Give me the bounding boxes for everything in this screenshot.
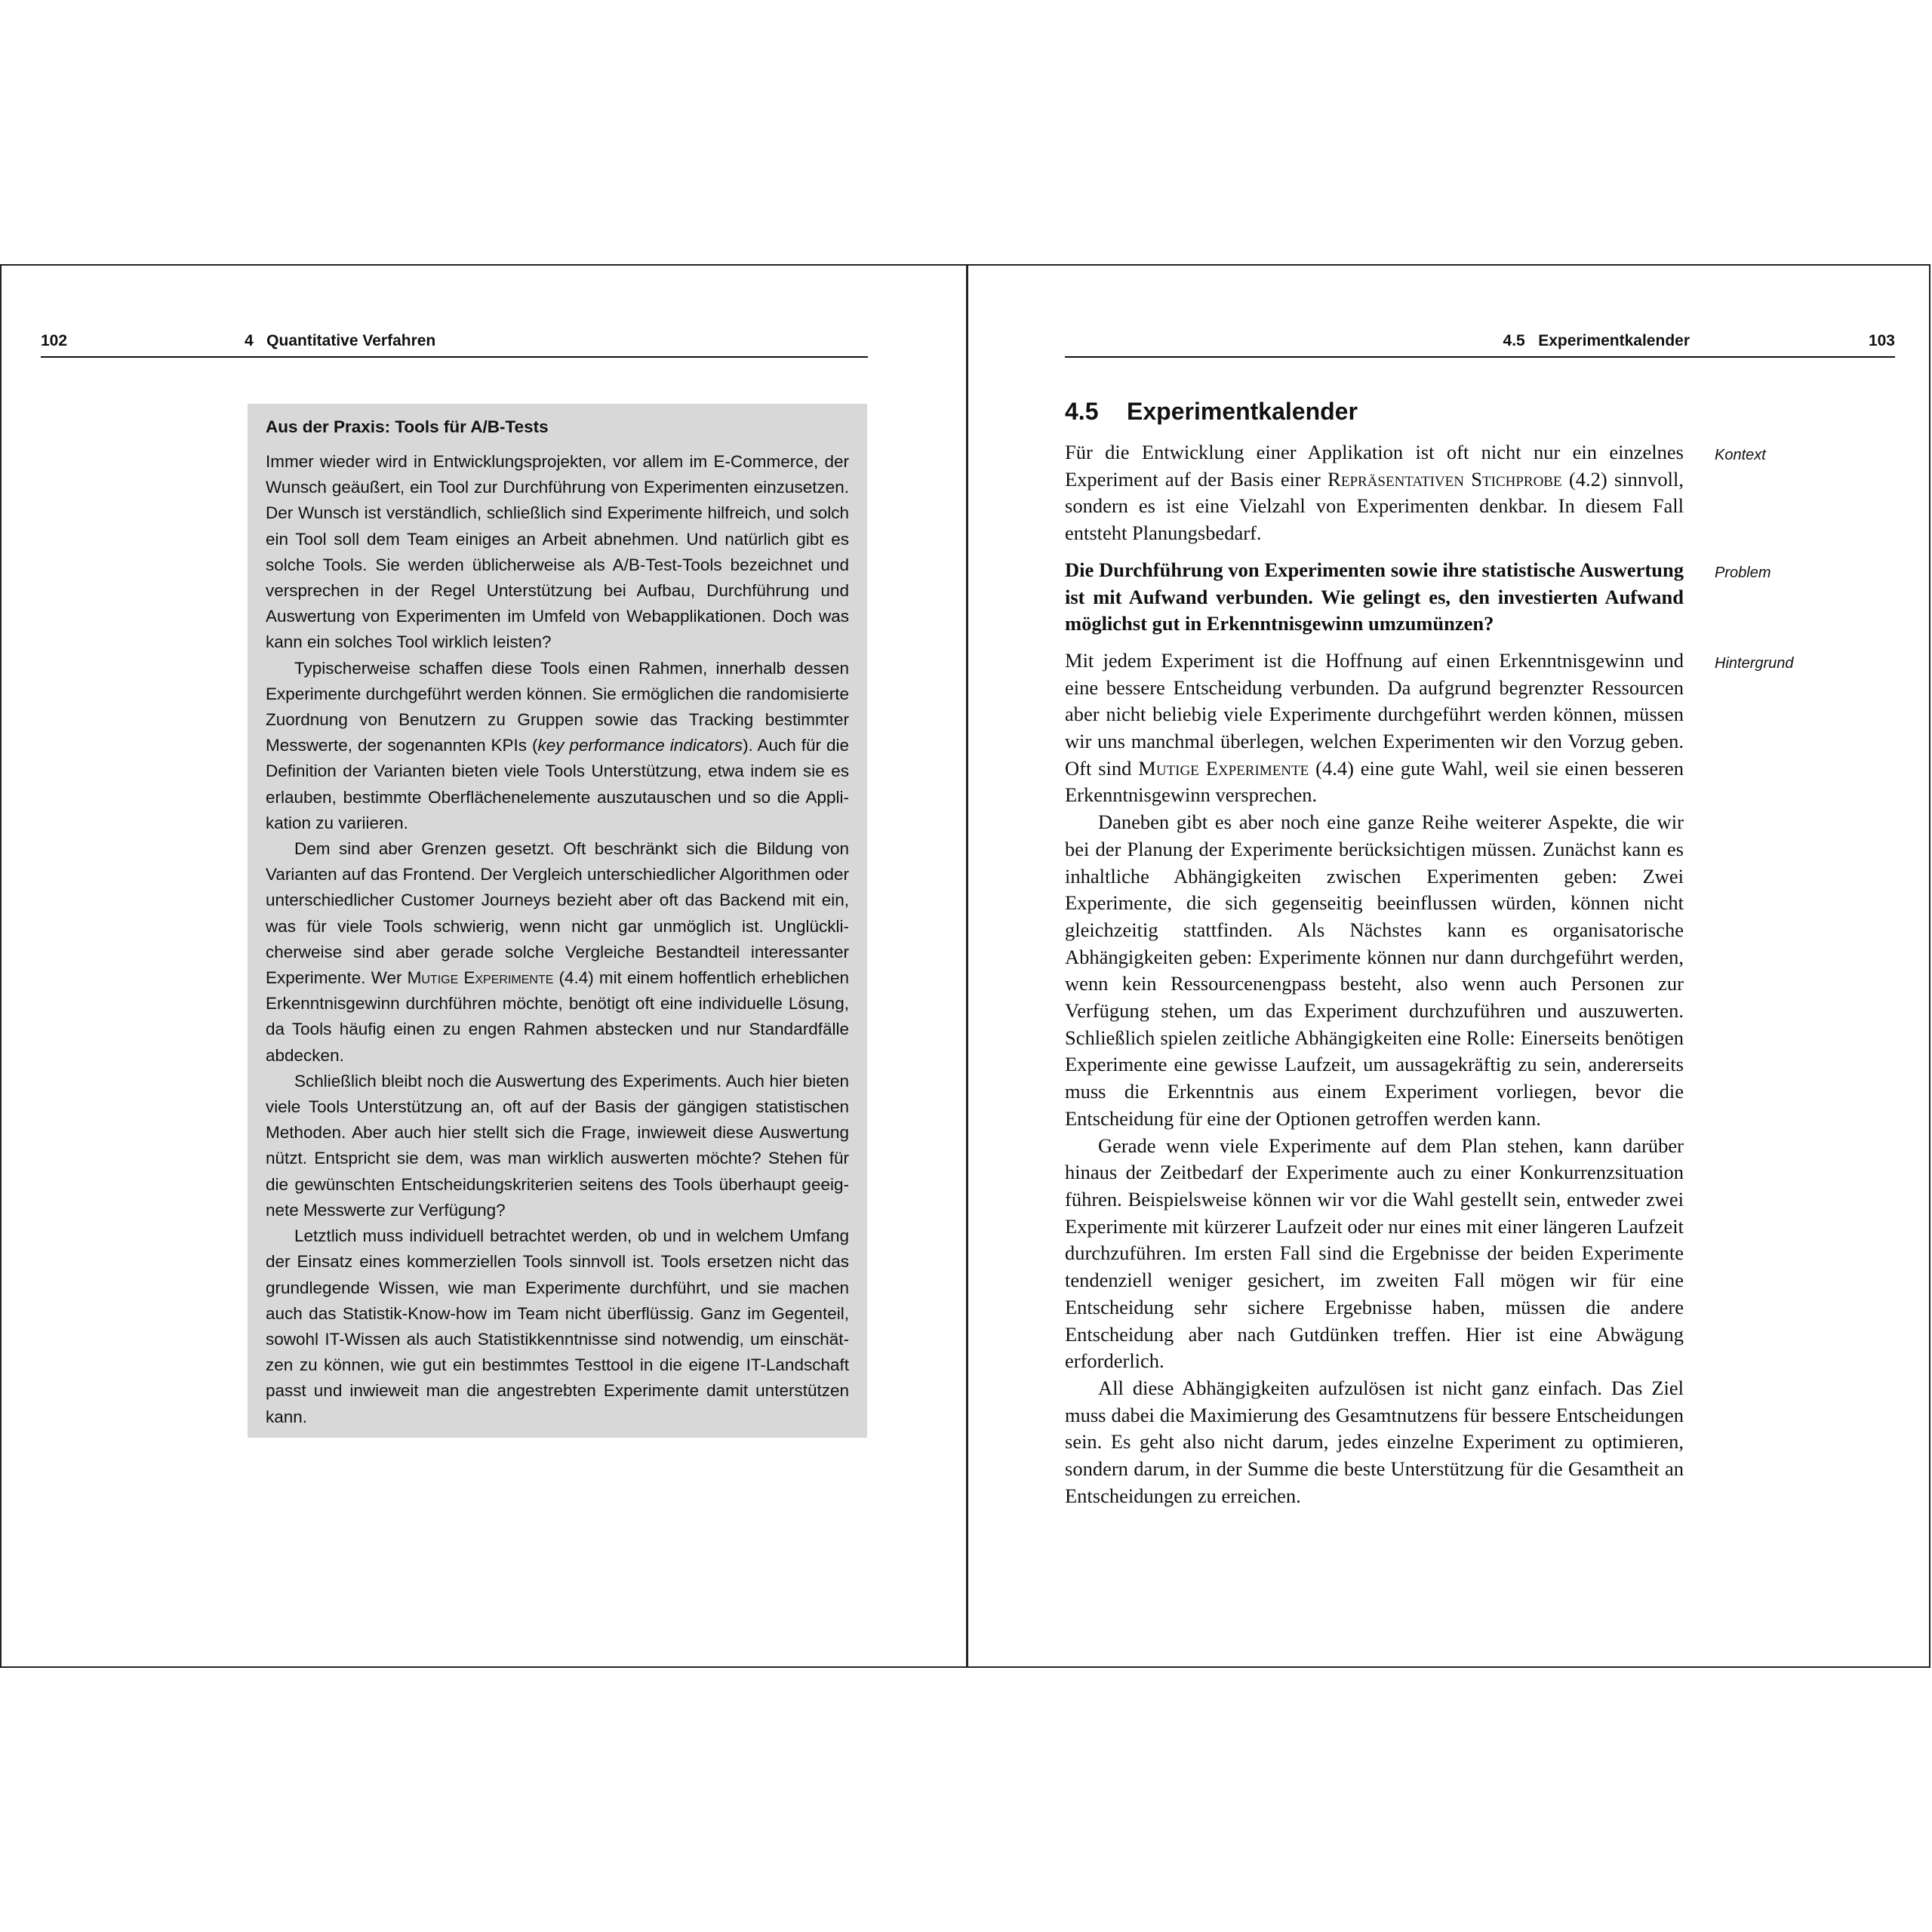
running-head-left [41,332,868,355]
left-page [2,266,966,1666]
chapter-title: 4 Quantitative Verfahren [245,332,436,349]
text-run: Typischerweise schaffen diese Tools einen Rahmen, innerhalb dessen Experimente durchgeführt werden können. Sie ermöglichen die randomisierte Zuordnung von Benutzern zu Gruppen sowie das Tracking bestimmter Messwerte, der sogenannten KPIs ( [266,658,849,755]
box-title: Aus der Praxis: Tools für A/B-Tests [266,417,549,436]
italic-term: key performance indicators [537,736,743,755]
box-paragraph: Schließlich bleibt noch die Auswertung des Experiments. Auch hier bieten viele Tools Unterstützung an, oft auf der Basis der gängigen statistischen Methoden. Aber auch hier stellt sich die Frage, inwieweit diese Auswertung nützt. Entspricht sie dem, was man wirklich auswerten möchte? Stehen für die gewünschten Entscheidungskriterien seitens des Tools überhaupt geeignete Messwerte zur Verfügung? [266,1071,849,1220]
practice-box [248,404,867,1438]
body-paragraph: Gerade wenn viele Experimente auf dem Plan stehen, kann darüber hinaus der Zeitbedarf der Experimente auch zu einer Konkurrenzsituation führen. Beispielsweise können wir vor die Wahl gestellt sein, entweder zwei Experimente mit kürzerer Laufzeit oder nur eines mit einer längeren Laufzeit durchzuführen. Im ersten Fall sind die Ergebnisse der beiden Experimente tendenziell weniger gesichert, im zweiten Fall mögen wir für eine Entscheidung sehr sichere Ergebnisse haben, müssen die andere Entscheidung aber nach Gutdünken treffen. Hier ist eine Abwägung erforderlich. [1065,1134,1684,1373]
body-paragraph: All diese Abhängigkeiten aufzulösen ist nicht ganz einfach. Das Ziel muss dabei die Maximierung des Gesamtnutzens für bessere Entscheidungen sein. Es geht also nicht darum, jedes einzelne Experiment zu optimieren, sondern darum, in der Summe die beste Unterstützung für die Gesamtheit an Entscheidungen zu erreichen. [1065,1376,1684,1507]
box-paragraph [266,836,849,1069]
text-run: Dem sind aber Grenzen gesetzt. Oft beschränkt sich die Bildung von Varianten auf das Frontend. Der Vergleich unterschiedlicher Algorithmen oder unterschiedlicher Customer Journeys bezieht aber oft das Backend mit ein, was für viele Tools schwierig, wenn nicht gar unmöglich ist. Unglücklicherweise sind aber gerade solche Vergleiche Bestandteil interessanter Experimente. Wer [266,839,849,988]
header-rule [41,356,868,358]
pattern-reference: Mutige Experimente [1138,756,1309,780]
section-title: Experimentkalender [1127,398,1358,425]
right-page [968,266,1930,1666]
text-run: Für die Entwicklung einer Applikation ist oft nicht nur ein einzelnes Experiment auf der Basis einer [1065,441,1684,491]
pattern-reference: Repräsentativen Stichprobe [1327,467,1562,491]
page-number: 103 [1868,332,1895,349]
section-number: 4.5 [1065,398,1099,425]
page-number: 102 [41,332,68,349]
box-paragraph: Immer wieder wird in Entwicklungsprojekten, vor allem im E-Commerce, der Wunsch geäußert, ein Tool zur Durchführung von Experimenten einzusetzen. Der Wunsch ist verständlich, schließlich sind Experimente hilfreich, und solch ein Tool soll dem Team einiges an Arbeit abnehmen. Und natürlich gibt es solche Tools. Sie werden üblicherweise als A/B-Test-Tools bezeichnet und versprechen in der Regel Unterstützung bei Aufbau, Durchführung und Auswertung von Experimenten im Umfeld von Webapplikationen. Doch was kann ein solches Tool wirklich leisten? [266,452,849,652]
header-rule [1065,356,1895,358]
text-run: (4.2) sinnvoll, sondern es ist eine Vielzahl von Experimenten denkbar. In diesem Fall entsteht Planungsbedarf. [1065,467,1684,545]
body-paragraph: Daneben gibt es aber noch eine ganze Reihe weiterer Aspekte, die wir bei der Planung der Experimente berücksichtigen müssen. Zunächst kann es inhaltliche Abhängigkeiten zwischen Experimenten geben: Zwei Experimente, die sich gegenseitig beeinflussen würden, können nicht gleichzeitig stattfinden. Als Nächstes kann es organisatorische Abhängigkeiten geben: Experimente können nur dann durchgeführt werden, wenn kein Ressourcenengpass besteht, also wenn auch Personen zur Verfügung stehen, um das Experiment durchzuführen und auszuwerten. Schließlich spielen zeitliche Abhängigkeiten eine Rolle: Einerseits benötigen Experimente eine gewisse Laufzeit, um aussagekräftig zu sein, andererseits muss die Erkenntnis aus einem Experiment vorliegen, bevor die Entscheidung für eine der Optionen getroffen werden kann. [1065,811,1684,1130]
pattern-reference: Mutige Experimente [407,968,554,988]
body-text [1065,439,1684,1509]
text-run: (4.4) mit einem hoffentlich erheblichen Erkenntnisgewinn durchführen möchte, benötigt oft eine individuelle Lösung, da Tools häufig einen zu engen Rahmen abstecken und nur Standardfälle abdecken. [266,968,849,1065]
text-run: Mit jedem Experiment ist die Hoffnung auf einen Erkenntnisgewinn und eine bessere Entscheidung verbunden. Da aufgrund begrenzter Ressourcen aber nicht beliebig viele Experimente durchgeführt werden können, müssen wir uns manchmal überlegen, welchen Experimenten wir den Vorzug geben. Oft sind [1065,648,1684,780]
text-run: ). Auch für die Definition der Varianten bieten viele Tools Unterstützung, etwa indem sie es erlauben, bestimmte Oberflächenelemente auszutauschen und so die Applikation zu variieren. [266,736,850,832]
margin-note-context: Kontext [1715,447,1766,463]
section-heading [1065,398,1358,426]
text-run: (4.4) eine gute Wahl, weil sie einen besseren Erkenntnisgewinn versprechen. [1065,756,1684,807]
box-paragraph: Letztlich muss individuell betrachtet werden, ob und in welchem Umfang der Einsatz eines kommerziellen Tools sinnvoll ist. Tools ersetzen nicht das grundlegende Wissen, wie man Experimente durchführt, und sie machen auch das Statistik-Know-how im Team nicht überflüssig. Ganz im Gegenteil, sowohl IT-Wissen als auch Statistikkenntnisse sind notwendig, um einschätzen zu können, wie gut ein bestimmtes Testtool in die eigene IT-Landschaft passt und inwieweit man die angestrebten Experimente damit unterstützen kann. [266,1226,849,1426]
background-paragraph [1065,648,1684,809]
margin-note-background: Hintergrund [1715,655,1794,672]
running-head-right [1065,332,1895,355]
book-spread [0,264,1930,1668]
problem-statement: Die Durchführung von Experimenten sowie ihre statistische Auswertung ist mit Aufwand verbunden. Wie gelingt es, den investierten Aufwand möglichst gut in Erkenntnisgewinn umzumünzen? [1065,558,1684,635]
context-paragraph [1065,439,1684,547]
section-running-title: 4.5 Experimentkalender [1503,332,1690,349]
margin-note-problem: Problem [1715,565,1771,581]
box-paragraph [266,656,849,836]
